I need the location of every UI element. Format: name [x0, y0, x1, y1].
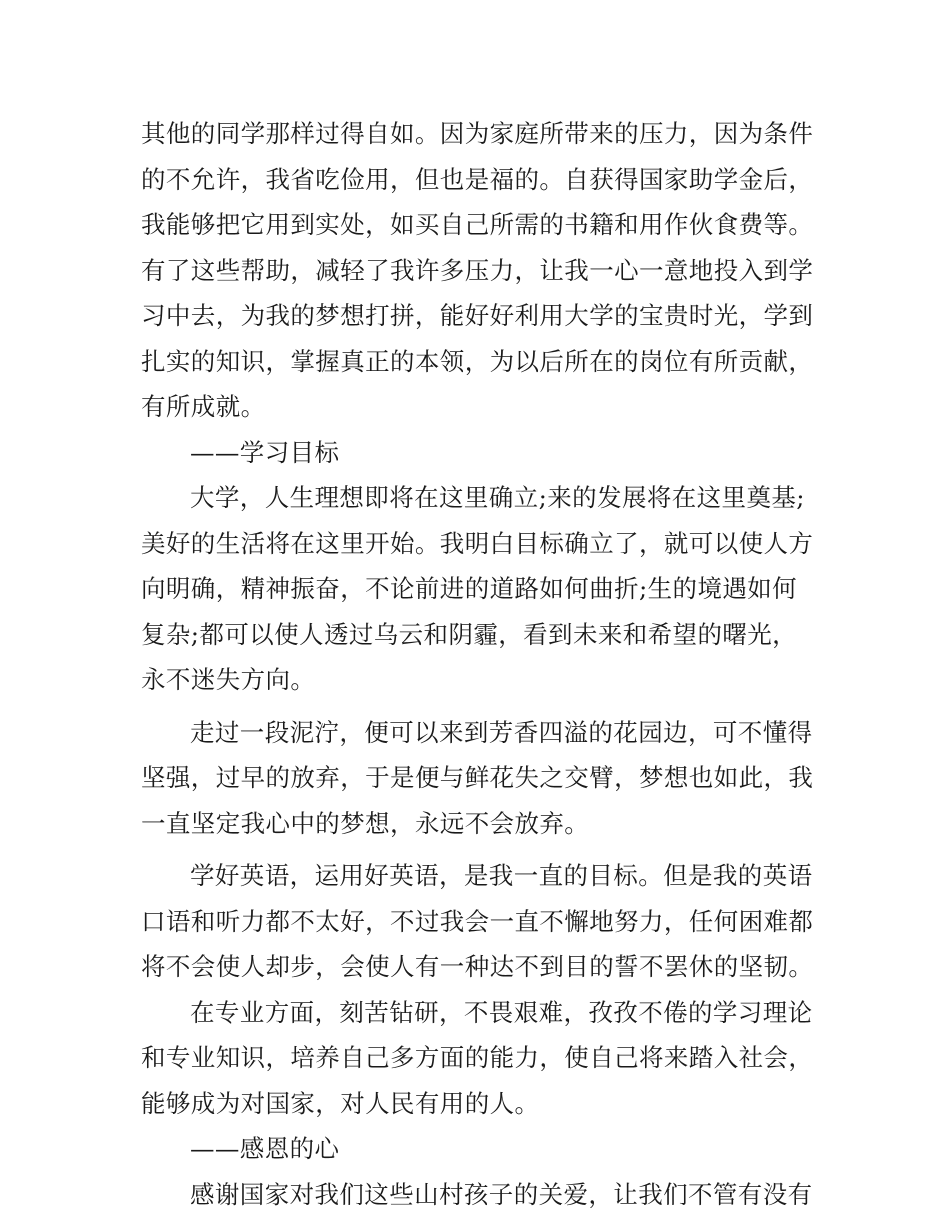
paragraph	[141, 111, 813, 430]
paragraph	[141, 853, 813, 990]
paragraph-line: 美好的生活将在这里开始。我明白目标确立了，就可以使人方	[141, 528, 813, 558]
paragraph-line: 复杂;都可以使人透过乌云和阴霾，看到未来和希望的曙光，	[141, 619, 798, 649]
paragraph	[141, 710, 813, 847]
paragraph-line: 走过一段泥泞，便可以来到芳香四溢的花园边，可不懂得	[190, 717, 813, 747]
heading-text: ——学习目标	[190, 437, 340, 467]
paragraph	[141, 475, 813, 703]
paragraph-line: 口语和听力都不太好，不过我会一直不懈地努力，任何困难都	[141, 906, 813, 936]
paragraph-line: 感谢国家对我们这些山村孩子的关爱，让我们不管有没有	[190, 1179, 813, 1209]
paragraph	[141, 1172, 813, 1218]
paragraph	[141, 990, 813, 1127]
paragraph-line: 一直坚定我心中的梦想，永远不会放弃。	[141, 808, 590, 838]
paragraph-line: 和专业知识，培养自己多方面的能力，使自己将来踏入社会，	[141, 1043, 813, 1072]
section-heading	[141, 1126, 813, 1172]
paragraph-line: 在专业方面，刻苦钻研，不畏艰难，孜孜不倦的学习理论	[190, 997, 813, 1027]
section-heading	[141, 430, 813, 476]
paragraph-line: 坚强，过早的放弃，于是便与鲜花失之交臂，梦想也如此，我	[141, 763, 813, 792]
paragraph-spacing	[141, 703, 813, 710]
paragraph-line: 习中去，为我的梦想打拼，能好好利用大学的宝贵时光，学到	[141, 301, 813, 330]
heading-text: ——感恩的心	[190, 1134, 340, 1163]
paragraph-line: 其他的同学那样过得自如。因为家庭所带来的压力，因为条件	[141, 119, 813, 148]
paragraph-line: 的不允许，我省吃俭用，但也是福的。自获得国家助学金后，	[141, 164, 813, 194]
paragraph-line: 大学，人生理想即将在这里确立;来的发展将在这里奠基;	[190, 483, 805, 512]
paragraph-line: 将不会使人却步，会使人有一种达不到目的誓不罢休的坚韧。	[141, 952, 813, 981]
paragraph-line: 能够成为对国家，对人民有用的人。	[141, 1088, 540, 1118]
paragraph-line: 扎实的知识，掌握真正的本领，为以后所在的岗位有所贡献，	[141, 346, 813, 376]
paragraph-line: 有了这些帮助，减轻了我许多压力，让我一心一意地投入到学	[141, 255, 813, 285]
paragraph-spacing	[141, 846, 813, 853]
paragraph-line: 有所成就。	[141, 392, 266, 421]
paragraph-line: 永不迷失方向。	[141, 665, 316, 694]
paragraph-line: 向明确，精神振奋，不论前进的道路如何曲折;生的境遇如何	[141, 574, 798, 603]
document-body	[141, 111, 813, 1217]
paragraph-line: 学好英语，运用好英语，是我一直的目标。但是我的英语	[190, 861, 813, 890]
paragraph-line: 我能够把它用到实处，如买自己所需的书籍和用作伙食费等。	[141, 210, 813, 239]
